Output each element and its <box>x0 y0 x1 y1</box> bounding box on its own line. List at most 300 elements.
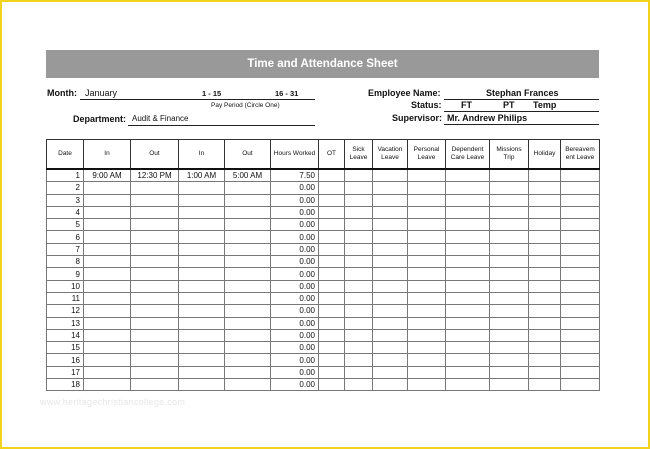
out-1-cell[interactable] <box>131 292 179 304</box>
pay-period-range-2[interactable]: 16 - 31 <box>275 89 299 98</box>
vacation-leave-cell[interactable] <box>373 280 408 292</box>
hours-worked-cell[interactable]: 0.00 <box>271 329 319 341</box>
in-2-cell[interactable] <box>179 194 225 206</box>
in-2-cell[interactable] <box>179 206 225 218</box>
out-1-cell[interactable] <box>131 194 179 206</box>
attendance-table <box>46 139 600 391</box>
in-2-cell[interactable] <box>179 292 225 304</box>
col-header-in-1: In <box>84 140 131 170</box>
out-1-cell[interactable] <box>131 329 179 341</box>
sick-leave-cell[interactable] <box>345 243 373 255</box>
in-2-cell[interactable] <box>179 342 225 354</box>
bereavement-leave-cell[interactable] <box>561 354 600 366</box>
dependent-care-leave-cell[interactable] <box>446 317 490 329</box>
in-1-cell[interactable] <box>84 317 131 329</box>
status-option-temp[interactable]: Temp <box>533 100 557 110</box>
hours-worked-cell[interactable]: 0.00 <box>271 268 319 280</box>
vacation-leave-cell[interactable] <box>373 194 408 206</box>
in-2-cell[interactable] <box>179 268 225 280</box>
date-cell[interactable]: 7 <box>47 243 84 255</box>
col-header-vacation-leave: Vacation Leave <box>373 140 408 170</box>
bereavement-leave-cell[interactable] <box>561 182 600 194</box>
bereavement-leave-cell[interactable] <box>561 256 600 268</box>
hours-worked-cell[interactable]: 0.00 <box>271 194 319 206</box>
col-header-personal-leave: Personal Leave <box>408 140 446 170</box>
personal-leave-cell[interactable] <box>408 219 446 231</box>
bereavement-leave-cell[interactable] <box>561 342 600 354</box>
out-1-cell[interactable] <box>131 305 179 317</box>
in-1-cell[interactable] <box>84 280 131 292</box>
in-1-cell[interactable] <box>84 206 131 218</box>
ot-cell[interactable] <box>319 268 345 280</box>
out-2-cell[interactable] <box>225 292 271 304</box>
dependent-care-leave-cell[interactable] <box>446 243 490 255</box>
bereavement-leave-cell[interactable] <box>561 219 600 231</box>
hours-worked-cell[interactable]: 0.00 <box>271 379 319 391</box>
out-1-cell[interactable] <box>131 342 179 354</box>
out-1-cell[interactable] <box>131 366 179 378</box>
hours-worked-cell[interactable]: 0.00 <box>271 354 319 366</box>
ot-cell[interactable] <box>319 182 345 194</box>
hours-worked-cell[interactable]: 0.00 <box>271 182 319 194</box>
pay-period-caption: Pay Period (Circle One) <box>211 102 280 109</box>
personal-leave-cell[interactable] <box>408 329 446 341</box>
date-cell[interactable]: 18 <box>47 379 84 391</box>
vacation-leave-cell[interactable] <box>373 231 408 243</box>
holiday-cell[interactable] <box>529 305 561 317</box>
table-row <box>47 256 600 268</box>
watermark: www.heritagechristiancollege.com <box>40 397 186 407</box>
in-2-cell[interactable] <box>179 329 225 341</box>
missions-trip-cell[interactable] <box>490 194 529 206</box>
ot-cell[interactable] <box>319 231 345 243</box>
holiday-cell[interactable] <box>529 354 561 366</box>
bereavement-leave-cell[interactable] <box>561 366 600 378</box>
vacation-leave-cell[interactable] <box>373 305 408 317</box>
col-header-out-2: Out <box>225 140 271 170</box>
table-row <box>47 219 600 231</box>
sick-leave-cell[interactable] <box>345 182 373 194</box>
personal-leave-cell[interactable] <box>408 342 446 354</box>
personal-leave-cell[interactable] <box>408 379 446 391</box>
out-1-cell[interactable]: 12:30 PM <box>131 169 179 182</box>
month-value[interactable]: January <box>85 88 118 98</box>
hours-worked-cell[interactable]: 0.00 <box>271 206 319 218</box>
sick-leave-cell[interactable] <box>345 256 373 268</box>
col-header-missions-trip: Missions Trip <box>490 140 529 170</box>
in-2-cell[interactable]: 1:00 AM <box>179 169 225 182</box>
ot-cell[interactable] <box>319 280 345 292</box>
dependent-care-leave-cell[interactable] <box>446 182 490 194</box>
col-header-bereavement-leave: Bereavem ent Leave <box>561 140 600 170</box>
table-row <box>47 379 600 391</box>
date-cell[interactable]: 1 <box>47 169 84 182</box>
personal-leave-cell[interactable] <box>408 243 446 255</box>
hours-worked-cell[interactable]: 0.00 <box>271 231 319 243</box>
missions-trip-cell[interactable] <box>490 256 529 268</box>
out-2-cell[interactable] <box>225 280 271 292</box>
in-2-cell[interactable] <box>179 305 225 317</box>
col-header-date: Date <box>47 140 84 170</box>
holiday-cell[interactable] <box>529 268 561 280</box>
dependent-care-leave-cell[interactable] <box>446 292 490 304</box>
holiday-cell[interactable] <box>529 194 561 206</box>
table-header-row <box>47 140 600 170</box>
table-row <box>47 231 600 243</box>
in-2-cell[interactable] <box>179 256 225 268</box>
bereavement-leave-cell[interactable] <box>561 268 600 280</box>
ot-cell[interactable] <box>319 219 345 231</box>
out-1-cell[interactable] <box>131 280 179 292</box>
missions-trip-cell[interactable] <box>490 342 529 354</box>
out-2-cell[interactable] <box>225 182 271 194</box>
missions-trip-cell[interactable] <box>490 243 529 255</box>
ot-cell[interactable] <box>319 342 345 354</box>
table-row <box>47 169 600 182</box>
table-row <box>47 354 600 366</box>
in-2-cell[interactable] <box>179 182 225 194</box>
date-cell[interactable]: 5 <box>47 219 84 231</box>
bereavement-leave-cell[interactable] <box>561 379 600 391</box>
vacation-leave-cell[interactable] <box>373 169 408 182</box>
table-row <box>47 268 600 280</box>
sick-leave-cell[interactable] <box>345 329 373 341</box>
in-2-cell[interactable] <box>179 219 225 231</box>
sick-leave-cell[interactable] <box>345 305 373 317</box>
vacation-leave-cell[interactable] <box>373 219 408 231</box>
sick-leave-cell[interactable] <box>345 379 373 391</box>
ot-cell[interactable] <box>319 329 345 341</box>
personal-leave-cell[interactable] <box>408 280 446 292</box>
missions-trip-cell[interactable] <box>490 219 529 231</box>
dependent-care-leave-cell[interactable] <box>446 219 490 231</box>
sick-leave-cell[interactable] <box>345 292 373 304</box>
holiday-cell[interactable] <box>529 243 561 255</box>
dependent-care-leave-cell[interactable] <box>446 354 490 366</box>
out-2-cell[interactable] <box>225 354 271 366</box>
ot-cell[interactable] <box>319 206 345 218</box>
col-header-dependent-care-leave: Dependent Care Leave <box>446 140 490 170</box>
date-cell[interactable]: 14 <box>47 329 84 341</box>
dependent-care-leave-cell[interactable] <box>446 366 490 378</box>
out-2-cell[interactable] <box>225 219 271 231</box>
dependent-care-leave-cell[interactable] <box>446 194 490 206</box>
out-2-cell[interactable] <box>225 231 271 243</box>
hours-worked-cell[interactable]: 0.00 <box>271 317 319 329</box>
vacation-leave-cell[interactable] <box>373 206 408 218</box>
ot-cell[interactable] <box>319 292 345 304</box>
hours-worked-cell[interactable]: 0.00 <box>271 292 319 304</box>
personal-leave-cell[interactable] <box>408 366 446 378</box>
date-cell[interactable]: 15 <box>47 342 84 354</box>
out-2-cell[interactable] <box>225 305 271 317</box>
ot-cell[interactable] <box>319 366 345 378</box>
missions-trip-cell[interactable] <box>490 354 529 366</box>
ot-cell[interactable] <box>319 243 345 255</box>
out-1-cell[interactable] <box>131 219 179 231</box>
bereavement-leave-cell[interactable] <box>561 280 600 292</box>
table-row <box>47 305 600 317</box>
in-2-cell[interactable] <box>179 317 225 329</box>
in-1-cell[interactable] <box>84 342 131 354</box>
ot-cell[interactable] <box>319 317 345 329</box>
in-1-cell[interactable]: 9:00 AM <box>84 169 131 182</box>
vacation-leave-cell[interactable] <box>373 243 408 255</box>
personal-leave-cell[interactable] <box>408 268 446 280</box>
personal-leave-cell[interactable] <box>408 182 446 194</box>
table-body <box>47 169 600 391</box>
holiday-cell[interactable] <box>529 169 561 182</box>
dependent-care-leave-cell[interactable] <box>446 256 490 268</box>
date-cell[interactable]: 10 <box>47 280 84 292</box>
in-2-cell[interactable] <box>179 379 225 391</box>
sick-leave-cell[interactable] <box>345 231 373 243</box>
out-1-cell[interactable] <box>131 231 179 243</box>
bereavement-leave-cell[interactable] <box>561 317 600 329</box>
missions-trip-cell[interactable] <box>490 292 529 304</box>
date-cell[interactable]: 13 <box>47 317 84 329</box>
date-cell[interactable]: 11 <box>47 292 84 304</box>
bereavement-leave-cell[interactable] <box>561 329 600 341</box>
missions-trip-cell[interactable] <box>490 317 529 329</box>
holiday-cell[interactable] <box>529 219 561 231</box>
ot-cell[interactable] <box>319 169 345 182</box>
ot-cell[interactable] <box>319 256 345 268</box>
holiday-cell[interactable] <box>529 206 561 218</box>
status-option-ft[interactable]: FT <box>461 100 472 110</box>
hours-worked-cell[interactable]: 0.00 <box>271 342 319 354</box>
out-1-cell[interactable] <box>131 182 179 194</box>
out-2-cell[interactable] <box>225 342 271 354</box>
out-2-cell[interactable] <box>225 268 271 280</box>
out-2-cell[interactable] <box>225 329 271 341</box>
out-2-cell[interactable] <box>225 317 271 329</box>
in-2-cell[interactable] <box>179 280 225 292</box>
out-2-cell[interactable] <box>225 256 271 268</box>
vacation-leave-cell[interactable] <box>373 342 408 354</box>
in-1-cell[interactable] <box>84 305 131 317</box>
sick-leave-cell[interactable] <box>345 206 373 218</box>
ot-cell[interactable] <box>319 305 345 317</box>
holiday-cell[interactable] <box>529 280 561 292</box>
holiday-cell[interactable] <box>529 379 561 391</box>
hours-worked-cell[interactable]: 0.00 <box>271 219 319 231</box>
personal-leave-cell[interactable] <box>408 292 446 304</box>
missions-trip-cell[interactable] <box>490 329 529 341</box>
table-row <box>47 342 600 354</box>
out-1-cell[interactable] <box>131 317 179 329</box>
date-cell[interactable]: 8 <box>47 256 84 268</box>
missions-trip-cell[interactable] <box>490 231 529 243</box>
vacation-leave-cell[interactable] <box>373 329 408 341</box>
personal-leave-cell[interactable] <box>408 305 446 317</box>
out-1-cell[interactable] <box>131 379 179 391</box>
out-1-cell[interactable] <box>131 354 179 366</box>
in-1-cell[interactable] <box>84 182 131 194</box>
hours-worked-cell[interactable]: 7.50 <box>271 169 319 182</box>
dependent-care-leave-cell[interactable] <box>446 342 490 354</box>
supervisor-value[interactable]: Mr. Andrew Philips <box>447 113 528 123</box>
personal-leave-cell[interactable] <box>408 354 446 366</box>
holiday-cell[interactable] <box>529 292 561 304</box>
sick-leave-cell[interactable] <box>345 169 373 182</box>
in-2-cell[interactable] <box>179 243 225 255</box>
month-label: Month: <box>47 88 77 98</box>
holiday-cell[interactable] <box>529 329 561 341</box>
in-2-cell[interactable] <box>179 366 225 378</box>
missions-trip-cell[interactable] <box>490 206 529 218</box>
dependent-care-leave-cell[interactable] <box>446 268 490 280</box>
out-2-cell[interactable] <box>225 194 271 206</box>
holiday-cell[interactable] <box>529 366 561 378</box>
bereavement-leave-cell[interactable] <box>561 243 600 255</box>
missions-trip-cell[interactable] <box>490 305 529 317</box>
ot-cell[interactable] <box>319 194 345 206</box>
in-1-cell[interactable] <box>84 219 131 231</box>
table-row <box>47 194 600 206</box>
employee-name-label: Employee Name: <box>368 88 441 98</box>
out-1-cell[interactable] <box>131 206 179 218</box>
in-1-cell[interactable] <box>84 256 131 268</box>
sick-leave-cell[interactable] <box>345 219 373 231</box>
ot-cell[interactable] <box>319 379 345 391</box>
in-1-cell[interactable] <box>84 231 131 243</box>
in-1-cell[interactable] <box>84 243 131 255</box>
employee-name-value[interactable]: Stephan Frances <box>486 88 559 98</box>
dependent-care-leave-cell[interactable] <box>446 206 490 218</box>
status-label: Status: <box>411 100 442 110</box>
holiday-cell[interactable] <box>529 231 561 243</box>
table-row <box>47 280 600 292</box>
personal-leave-cell[interactable] <box>408 317 446 329</box>
col-header-hours-worked: Hours Worked <box>271 140 319 170</box>
bereavement-leave-cell[interactable] <box>561 231 600 243</box>
sick-leave-cell[interactable] <box>345 280 373 292</box>
holiday-cell[interactable] <box>529 182 561 194</box>
vacation-leave-cell[interactable] <box>373 292 408 304</box>
vacation-leave-cell[interactable] <box>373 317 408 329</box>
personal-leave-cell[interactable] <box>408 206 446 218</box>
date-cell[interactable]: 6 <box>47 231 84 243</box>
missions-trip-cell[interactable] <box>490 379 529 391</box>
sick-leave-cell[interactable] <box>345 354 373 366</box>
date-cell[interactable]: 17 <box>47 366 84 378</box>
holiday-cell[interactable] <box>529 342 561 354</box>
out-2-cell[interactable] <box>225 379 271 391</box>
personal-leave-cell[interactable] <box>408 231 446 243</box>
sick-leave-cell[interactable] <box>345 366 373 378</box>
in-1-cell[interactable] <box>84 379 131 391</box>
missions-trip-cell[interactable] <box>490 169 529 182</box>
out-2-cell[interactable] <box>225 206 271 218</box>
sick-leave-cell[interactable] <box>345 194 373 206</box>
date-cell[interactable]: 2 <box>47 182 84 194</box>
sick-leave-cell[interactable] <box>345 268 373 280</box>
missions-trip-cell[interactable] <box>490 268 529 280</box>
hours-worked-cell[interactable]: 0.00 <box>271 366 319 378</box>
status-option-pt[interactable]: PT <box>503 100 515 110</box>
supervisor-label: Supervisor: <box>392 113 443 123</box>
vacation-leave-cell[interactable] <box>373 256 408 268</box>
out-2-cell[interactable]: 5:00 AM <box>225 169 271 182</box>
sick-leave-cell[interactable] <box>345 342 373 354</box>
vacation-leave-cell[interactable] <box>373 182 408 194</box>
supervisor-underline <box>444 124 599 125</box>
col-header-holiday: Holiday <box>529 140 561 170</box>
missions-trip-cell[interactable] <box>490 366 529 378</box>
date-cell[interactable]: 12 <box>47 305 84 317</box>
out-2-cell[interactable] <box>225 366 271 378</box>
in-1-cell[interactable] <box>84 366 131 378</box>
date-cell[interactable]: 3 <box>47 194 84 206</box>
hours-worked-cell[interactable]: 0.00 <box>271 256 319 268</box>
vacation-leave-cell[interactable] <box>373 268 408 280</box>
date-cell[interactable]: 4 <box>47 206 84 218</box>
dependent-care-leave-cell[interactable] <box>446 379 490 391</box>
table-row <box>47 317 600 329</box>
bereavement-leave-cell[interactable] <box>561 292 600 304</box>
vacation-leave-cell[interactable] <box>373 354 408 366</box>
bereavement-leave-cell[interactable] <box>561 194 600 206</box>
in-1-cell[interactable] <box>84 194 131 206</box>
table-row <box>47 206 600 218</box>
hours-worked-cell[interactable]: 0.00 <box>271 305 319 317</box>
bereavement-leave-cell[interactable] <box>561 169 600 182</box>
in-2-cell[interactable] <box>179 231 225 243</box>
personal-leave-cell[interactable] <box>408 169 446 182</box>
vacation-leave-cell[interactable] <box>373 379 408 391</box>
personal-leave-cell[interactable] <box>408 256 446 268</box>
in-1-cell[interactable] <box>84 329 131 341</box>
out-1-cell[interactable] <box>131 268 179 280</box>
hours-worked-cell[interactable]: 0.00 <box>271 280 319 292</box>
out-1-cell[interactable] <box>131 243 179 255</box>
table-row <box>47 329 600 341</box>
in-1-cell[interactable] <box>84 268 131 280</box>
date-cell[interactable]: 16 <box>47 354 84 366</box>
bereavement-leave-cell[interactable] <box>561 206 600 218</box>
pay-period-range-1[interactable]: 1 - 15 <box>202 89 222 98</box>
department-value[interactable]: Audit & Finance <box>132 114 189 123</box>
sick-leave-cell[interactable] <box>345 317 373 329</box>
col-header-in-2: In <box>179 140 225 170</box>
out-2-cell[interactable] <box>225 243 271 255</box>
holiday-cell[interactable] <box>529 256 561 268</box>
dependent-care-leave-cell[interactable] <box>446 231 490 243</box>
in-1-cell[interactable] <box>84 354 131 366</box>
hours-worked-cell[interactable]: 0.00 <box>271 243 319 255</box>
in-1-cell[interactable] <box>84 292 131 304</box>
vacation-leave-cell[interactable] <box>373 366 408 378</box>
out-1-cell[interactable] <box>131 256 179 268</box>
holiday-cell[interactable] <box>529 317 561 329</box>
ot-cell[interactable] <box>319 354 345 366</box>
table-row <box>47 366 600 378</box>
date-cell[interactable]: 9 <box>47 268 84 280</box>
missions-trip-cell[interactable] <box>490 280 529 292</box>
col-header-sick-leave: Sick Leave <box>345 140 373 170</box>
dependent-care-leave-cell[interactable] <box>446 329 490 341</box>
department-label: Department: <box>73 114 127 124</box>
dependent-care-leave-cell[interactable] <box>446 280 490 292</box>
in-2-cell[interactable] <box>179 354 225 366</box>
dependent-care-leave-cell[interactable] <box>446 169 490 182</box>
table-row <box>47 292 600 304</box>
missions-trip-cell[interactable] <box>490 182 529 194</box>
bereavement-leave-cell[interactable] <box>561 305 600 317</box>
personal-leave-cell[interactable] <box>408 194 446 206</box>
dependent-care-leave-cell[interactable] <box>446 305 490 317</box>
